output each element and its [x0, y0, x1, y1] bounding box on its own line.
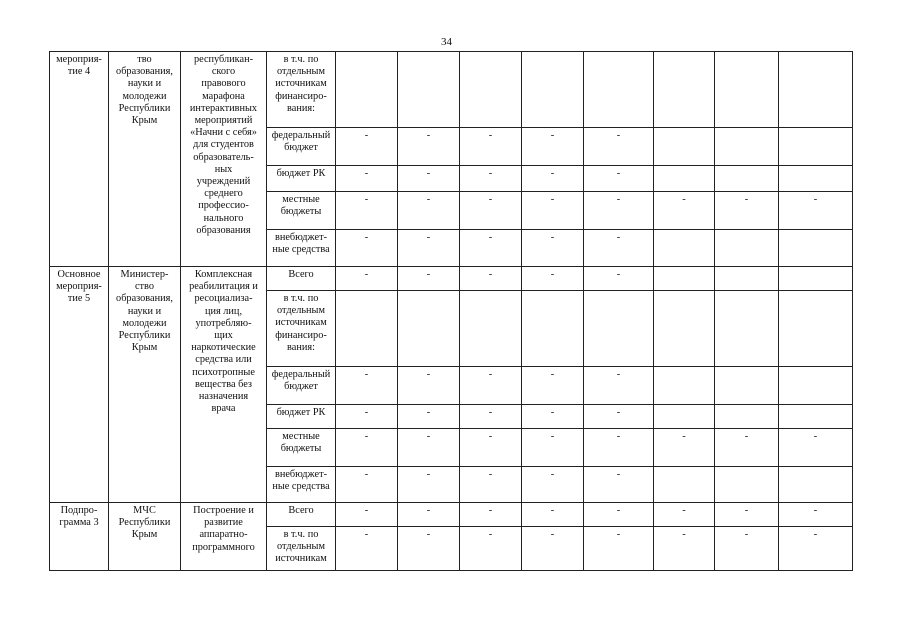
- value-cell: [779, 405, 853, 429]
- value-cell: -: [584, 192, 654, 230]
- value-cell: -: [654, 429, 715, 467]
- value-cell: -: [522, 267, 584, 291]
- value-cell: [779, 467, 853, 503]
- event-id-cell: Основное мероприя- тие 5: [50, 267, 109, 503]
- value-cell: [715, 166, 779, 192]
- value-cell: -: [779, 429, 853, 467]
- event-id-cell: Подпро- грамма 3: [50, 503, 109, 571]
- value-cell: -: [522, 467, 584, 503]
- value-cell: -: [522, 429, 584, 467]
- value-cell: -: [460, 166, 522, 192]
- table-row: [50, 503, 853, 527]
- table-row: [50, 267, 853, 291]
- value-cell: -: [398, 267, 460, 291]
- value-cell: [584, 52, 654, 128]
- value-cell: [715, 367, 779, 405]
- value-cell: -: [522, 527, 584, 571]
- value-cell: [654, 291, 715, 367]
- event-name-cell: республикан- ского правового марафона интерактивных мероприятий «Начни с себя» для студентов образователь- ных учреждений среднего профессио- нального образования: [181, 52, 267, 267]
- value-cell: -: [584, 467, 654, 503]
- table-row: [50, 52, 853, 128]
- value-cell: -: [398, 230, 460, 267]
- value-cell: [654, 166, 715, 192]
- value-cell: -: [398, 166, 460, 192]
- value-cell: -: [715, 429, 779, 467]
- value-cell: -: [584, 128, 654, 166]
- event-name-cell: Построение и развитие аппаратно- программного: [181, 503, 267, 571]
- funding-source-cell: федеральный бюджет: [267, 128, 336, 166]
- value-cell: -: [522, 405, 584, 429]
- value-cell: -: [460, 503, 522, 527]
- executor-cell: тво образования, науки и молодежи Республики Крым: [109, 52, 181, 267]
- value-cell: -: [398, 467, 460, 503]
- value-cell: [779, 291, 853, 367]
- value-cell: -: [460, 527, 522, 571]
- value-cell: [398, 52, 460, 128]
- value-cell: -: [336, 429, 398, 467]
- value-cell: -: [522, 192, 584, 230]
- value-cell: -: [460, 192, 522, 230]
- value-cell: -: [336, 166, 398, 192]
- value-cell: -: [398, 367, 460, 405]
- value-cell: -: [584, 166, 654, 192]
- value-cell: -: [336, 192, 398, 230]
- value-cell: -: [336, 503, 398, 527]
- value-cell: -: [522, 128, 584, 166]
- value-cell: -: [715, 527, 779, 571]
- value-cell: -: [779, 503, 853, 527]
- value-cell: [715, 291, 779, 367]
- value-cell: -: [584, 405, 654, 429]
- value-cell: [654, 267, 715, 291]
- value-cell: -: [715, 192, 779, 230]
- funding-source-cell: бюджет РК: [267, 405, 336, 429]
- executor-cell: МЧС Республики Крым: [109, 503, 181, 571]
- value-cell: -: [398, 429, 460, 467]
- funding-source-cell: в т.ч. по отдельным источникам финансиро- вания:: [267, 52, 336, 128]
- executor-cell: Министер- ство образования, науки и молодежи Республики Крым: [109, 267, 181, 503]
- funding-source-cell: Всего: [267, 267, 336, 291]
- value-cell: -: [654, 192, 715, 230]
- funding-source-cell: в т.ч. по отдельным источникам финансиро- вания:: [267, 291, 336, 367]
- value-cell: -: [398, 192, 460, 230]
- value-cell: -: [336, 230, 398, 267]
- funding-source-cell: в т.ч. по отдельным источникам: [267, 527, 336, 571]
- value-cell: [654, 128, 715, 166]
- value-cell: -: [654, 503, 715, 527]
- value-cell: -: [584, 267, 654, 291]
- value-cell: [654, 405, 715, 429]
- value-cell: -: [336, 128, 398, 166]
- value-cell: [584, 291, 654, 367]
- page-number: 34: [441, 36, 452, 48]
- value-cell: [715, 52, 779, 128]
- value-cell: -: [460, 429, 522, 467]
- value-cell: [654, 367, 715, 405]
- value-cell: -: [779, 527, 853, 571]
- funding-source-cell: внебюджет- ные средства: [267, 467, 336, 503]
- value-cell: [779, 166, 853, 192]
- value-cell: [654, 467, 715, 503]
- value-cell: -: [584, 230, 654, 267]
- value-cell: [715, 267, 779, 291]
- value-cell: [779, 267, 853, 291]
- funding-source-cell: федеральный бюджет: [267, 367, 336, 405]
- value-cell: -: [460, 467, 522, 503]
- value-cell: -: [398, 527, 460, 571]
- value-cell: -: [398, 128, 460, 166]
- value-cell: [522, 52, 584, 128]
- value-cell: -: [460, 405, 522, 429]
- value-cell: [522, 291, 584, 367]
- value-cell: -: [522, 230, 584, 267]
- funding-source-cell: Всего: [267, 503, 336, 527]
- value-cell: -: [522, 503, 584, 527]
- value-cell: [336, 52, 398, 128]
- funding-source-cell: местные бюджеты: [267, 429, 336, 467]
- value-cell: -: [460, 128, 522, 166]
- funding-source-cell: бюджет РК: [267, 166, 336, 192]
- value-cell: [715, 230, 779, 267]
- value-cell: -: [584, 429, 654, 467]
- value-cell: -: [654, 527, 715, 571]
- value-cell: -: [522, 367, 584, 405]
- value-cell: -: [715, 503, 779, 527]
- value-cell: [715, 405, 779, 429]
- value-cell: -: [584, 527, 654, 571]
- value-cell: [779, 230, 853, 267]
- value-cell: [715, 467, 779, 503]
- event-name-cell: Комплексная реабилитация и ресоциализа- ция лиц, употребляю- щих наркотические средства или психотропные вещества без назначения врача: [181, 267, 267, 503]
- value-cell: [779, 52, 853, 128]
- financing-table: [49, 51, 853, 571]
- value-cell: -: [584, 367, 654, 405]
- value-cell: -: [460, 230, 522, 267]
- value-cell: -: [336, 527, 398, 571]
- value-cell: [398, 291, 460, 367]
- value-cell: [715, 128, 779, 166]
- value-cell: -: [336, 367, 398, 405]
- value-cell: [654, 52, 715, 128]
- value-cell: [779, 367, 853, 405]
- value-cell: -: [336, 467, 398, 503]
- value-cell: -: [460, 367, 522, 405]
- value-cell: -: [398, 405, 460, 429]
- value-cell: -: [779, 192, 853, 230]
- value-cell: [460, 52, 522, 128]
- value-cell: [779, 128, 853, 166]
- value-cell: -: [398, 503, 460, 527]
- funding-source-cell: местные бюджеты: [267, 192, 336, 230]
- value-cell: -: [336, 405, 398, 429]
- value-cell: [460, 291, 522, 367]
- value-cell: -: [460, 267, 522, 291]
- value-cell: -: [584, 503, 654, 527]
- value-cell: -: [522, 166, 584, 192]
- funding-source-cell: внебюджет- ные средства: [267, 230, 336, 267]
- value-cell: [654, 230, 715, 267]
- value-cell: -: [336, 267, 398, 291]
- event-id-cell: мероприя- тие 4: [50, 52, 109, 267]
- value-cell: [336, 291, 398, 367]
